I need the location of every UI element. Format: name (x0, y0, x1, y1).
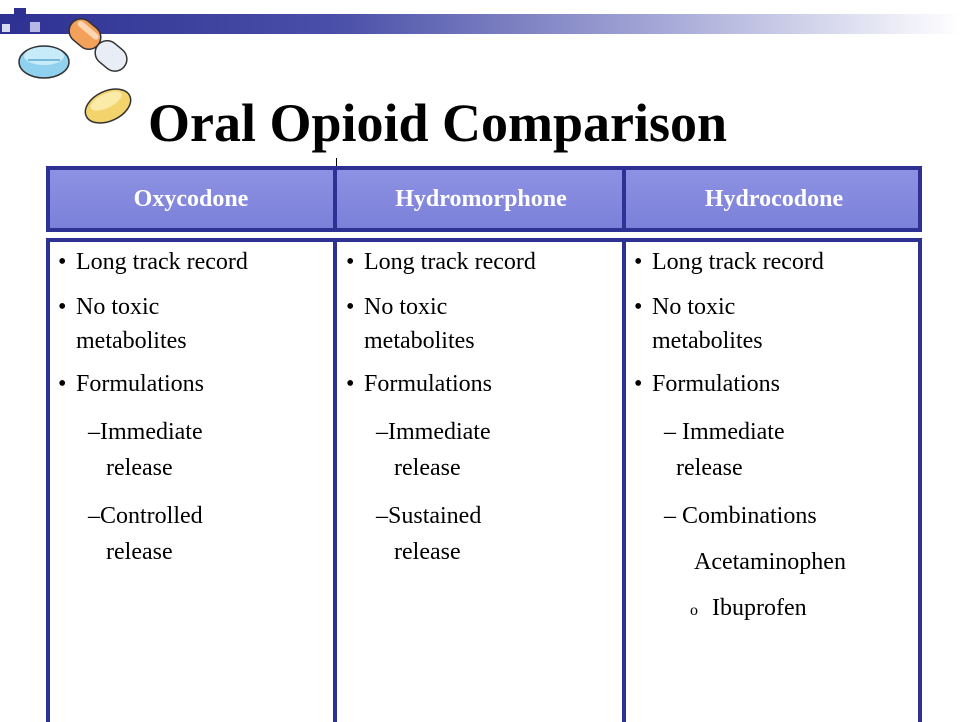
title-bar-gradient (0, 14, 960, 34)
decor-square-light-2 (2, 24, 10, 32)
sub-sub-item (634, 590, 914, 629)
list-item-text: metabolites (364, 328, 475, 354)
bullet-icon: • (634, 371, 643, 397)
column-hydromorphone (346, 242, 618, 570)
column-oxycodone (58, 242, 330, 570)
bullet-icon: • (634, 249, 643, 275)
list-item (58, 288, 330, 360)
header-cell-hydromorphone: Hydromorphone (336, 166, 626, 232)
header-divider-1 (333, 166, 337, 232)
bullet-icon: • (346, 294, 355, 320)
sub-item-text: –Immediate (88, 419, 203, 445)
o-bullet-icon: o (690, 602, 698, 619)
sub-item (346, 414, 618, 486)
sub-sub-item-text: Ibuprofen (712, 595, 807, 621)
body-divider-1 (333, 238, 337, 722)
sub-item-text: release (676, 455, 743, 481)
sub-item-text: – Immediate (664, 419, 785, 445)
list-item-text: No toxic (76, 294, 160, 320)
sub-item-text: release (394, 455, 461, 481)
list-item (346, 366, 618, 402)
list-item-text: metabolites (76, 328, 187, 354)
list-item (346, 288, 618, 360)
list-item (346, 244, 618, 280)
list-item (58, 366, 330, 402)
sub-item (58, 414, 330, 486)
sub-sub-item (634, 544, 914, 580)
list-item-text: Formulations (76, 371, 205, 397)
page-title: Oral Opioid Comparison (148, 93, 728, 153)
bullet-icon: • (58, 249, 67, 275)
bullet-icon: • (58, 371, 67, 397)
bullet-icon: • (346, 249, 355, 275)
bullet-icon: • (58, 294, 67, 320)
sub-item-text: release (394, 539, 461, 565)
list-item (634, 288, 914, 360)
comparison-table (46, 166, 922, 722)
body-divider-2 (622, 238, 626, 722)
sub-item (634, 414, 914, 486)
list-item (634, 244, 914, 280)
list-item-text: Formulations (364, 371, 493, 397)
sub-item-text: –Controlled (88, 503, 203, 529)
pills-icon (10, 0, 140, 140)
bullet-icon: • (346, 371, 355, 397)
sub-item-text: release (106, 539, 173, 565)
sub-item (634, 498, 914, 534)
list-item-text: metabolites (652, 328, 763, 354)
bullet-icon: • (634, 294, 643, 320)
list-item-text: Formulations (652, 371, 781, 397)
list-item-text: Long track record (76, 249, 248, 275)
sub-item-text: release (106, 455, 173, 481)
sub-item (58, 498, 330, 570)
header-divider-2 (622, 166, 626, 232)
list-item-text: Long track record (364, 249, 536, 275)
header-cell-hydrocodone: Hydrocodone (626, 166, 922, 232)
list-item (58, 244, 330, 280)
column-hydrocodone (634, 242, 914, 629)
header-cell-oxycodone: Oxycodone (46, 166, 336, 232)
sub-sub-item-text: Acetaminophen (694, 549, 846, 575)
sub-item (346, 498, 618, 570)
sub-item-text: –Immediate (376, 419, 491, 445)
list-item (634, 366, 914, 402)
list-item-text: Long track record (652, 249, 824, 275)
list-item-text: No toxic (652, 294, 736, 320)
list-item-text: No toxic (364, 294, 448, 320)
sub-item-text: – Combinations (664, 503, 817, 529)
sub-item-text: –Sustained (376, 503, 482, 529)
